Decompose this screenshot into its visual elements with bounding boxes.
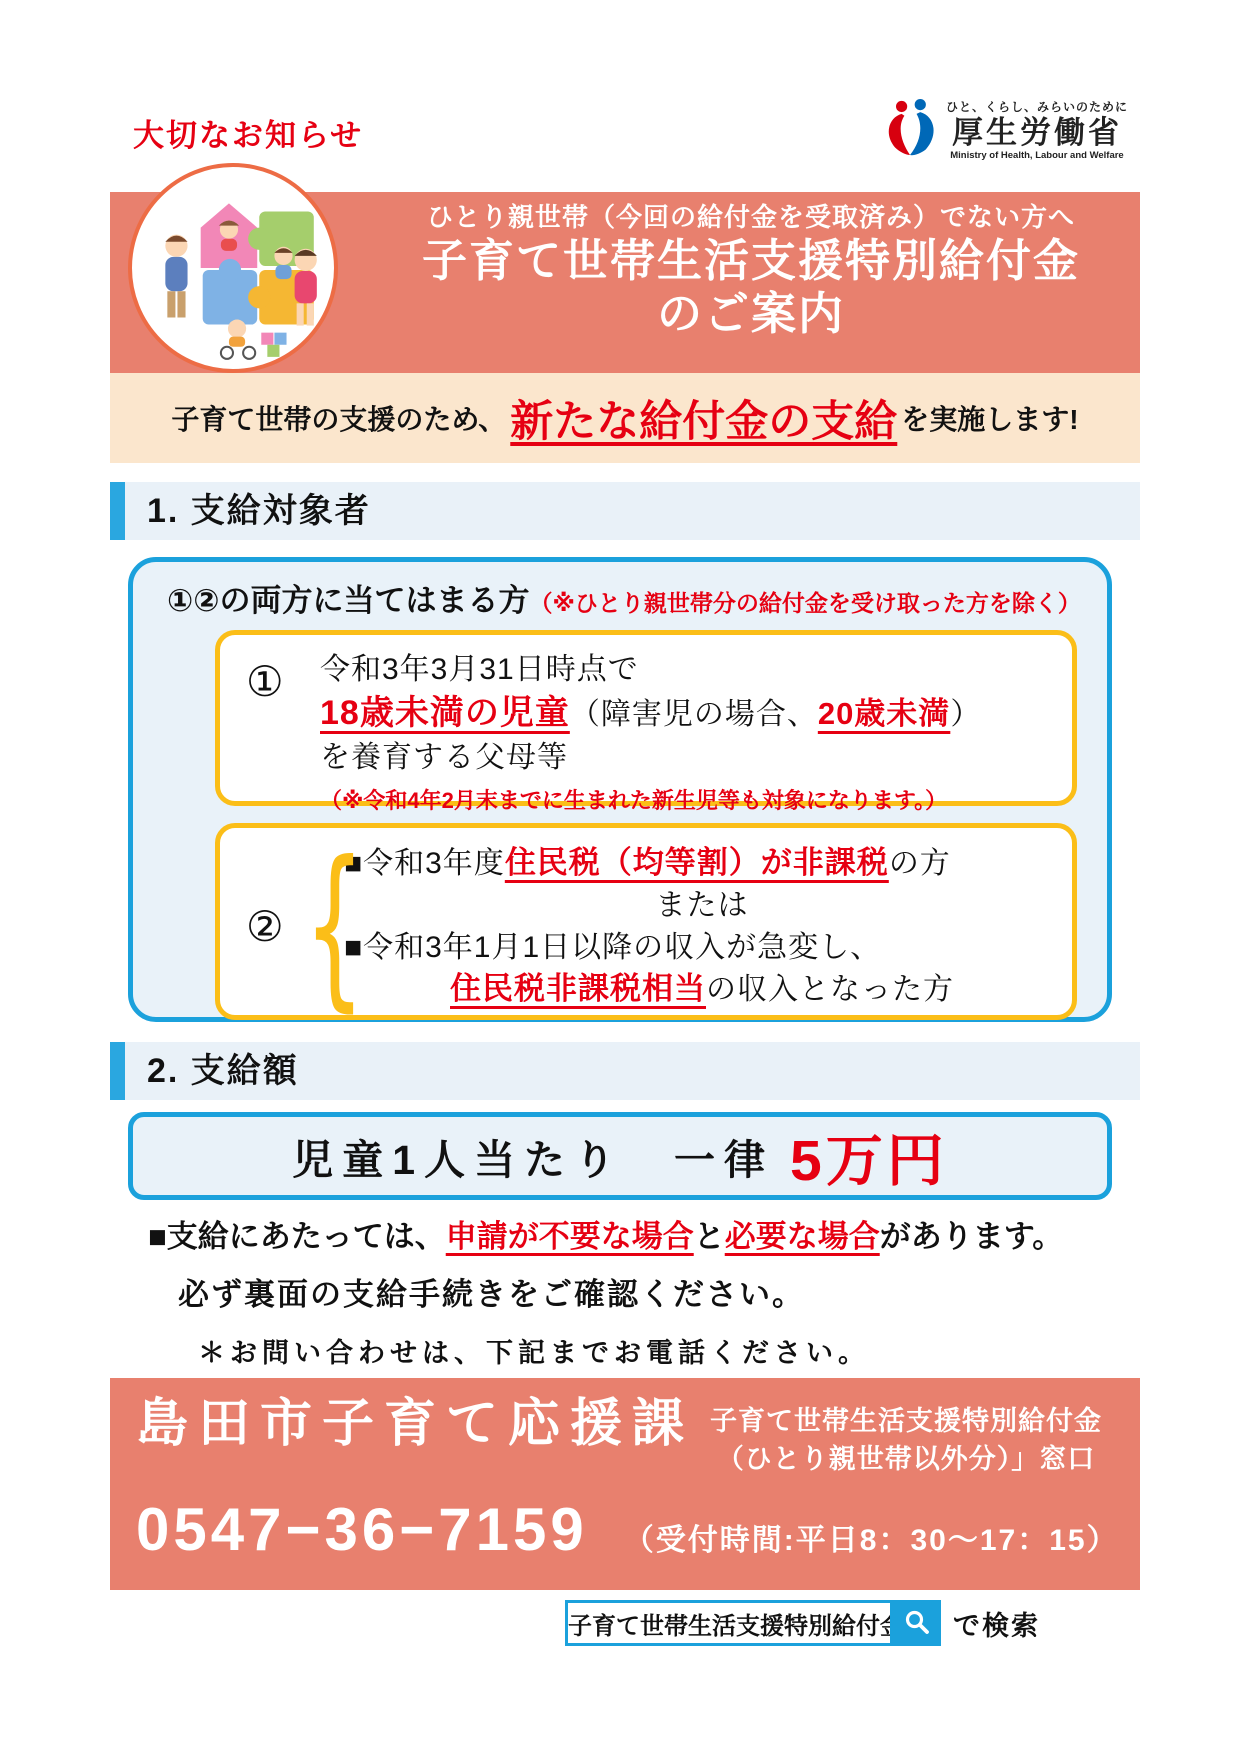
contact-department: 島田市子育て応援課 <box>136 1395 695 1453</box>
contact-row1 <box>136 1396 1114 1479</box>
search-input[interactable] <box>565 1600 893 1646</box>
condition1-line3: を養育する父母等 <box>320 741 568 775</box>
amount-box <box>128 1112 1112 1200</box>
condition1-line1: 令和3年3月31日時点で <box>320 653 639 686</box>
search-widget <box>565 1600 1040 1646</box>
notes-line1 <box>148 1211 1114 1256</box>
condition1-box <box>215 630 1077 813</box>
contact-desc-line1: 子育て世帯生活支援特別給付金 <box>710 1406 1103 1436</box>
banner-title-line1: 子育て世帯生活支援特別給付金 <box>421 235 1080 286</box>
condition2-number: ② <box>246 903 284 950</box>
banner-subtitle: ひとり親世帯（今回の給付金を受取済み）でない方へ <box>426 202 1075 232</box>
notes-line3: ＊お問い合わせは、下記までお電話ください。 <box>198 1338 870 1368</box>
condition1-age-red: 18歳未満の児童 <box>320 694 570 733</box>
eligibility-header-note: （※ひとり親世帯分の給付金を受け取った方を除く） <box>529 590 1081 616</box>
important-notice-label: 大切なお知らせ <box>133 118 364 153</box>
search-icon <box>904 1609 930 1638</box>
intro-highlight: 新たな給付金の支給 <box>510 397 898 446</box>
condition1-paren-open: （障害児の場合、 <box>569 698 818 732</box>
mhlw-name: 厚生労働省 <box>951 114 1122 150</box>
condition2-l4-red: 住民税非課税相当 <box>450 970 706 1006</box>
condition2-l1-red: 住民税（均等割）が非課税 <box>504 845 889 881</box>
section2-heading: 2. 支給額 <box>110 1042 1140 1100</box>
condition2-l1-black2: の方 <box>888 847 951 881</box>
notes-block <box>148 1211 1114 1370</box>
contact-phone: 0547−36−7159 <box>136 1495 588 1563</box>
eligibility-box-header <box>167 575 1107 620</box>
amount-label: 児童1人当たり 一律 <box>292 1136 775 1183</box>
condition1-note: （※令和4年2月末までに生まれた新生児等も対象になります。） <box>320 787 948 813</box>
mhlw-logo-icon <box>882 96 938 163</box>
notes-l1-red2: 必要な場合 <box>724 1219 880 1254</box>
condition1-paren-close: ） <box>950 698 982 732</box>
condition2-line1 <box>344 842 1060 885</box>
notes-l1-red1: 申請が不要な場合 <box>445 1219 694 1254</box>
contact-row2 <box>136 1495 1119 1564</box>
condition2-line3: ■令和3年1月1日以降の収入が急変し、 <box>344 930 882 964</box>
family-puzzle-illustration <box>128 163 338 373</box>
banner-text <box>362 192 1140 340</box>
notes-l1-black3: があります。 <box>879 1219 1064 1254</box>
condition2-text <box>338 842 1060 1010</box>
contact-hours: （受付時間:平日8：30～17：15） <box>623 1523 1119 1557</box>
banner-title-line2: のご案内 <box>656 288 845 340</box>
condition2-l4-black: の収入となった方 <box>706 972 954 1006</box>
notes-l1-black2: と <box>693 1219 725 1254</box>
eligibility-box <box>128 557 1112 1028</box>
condition1-line2 <box>320 690 981 737</box>
condition2-box <box>215 823 1077 1028</box>
intro-suffix: を実施します! <box>901 404 1079 435</box>
title-banner <box>110 192 1140 373</box>
search-suffix-label: で検索 <box>953 1610 1040 1641</box>
condition1-text <box>320 649 982 813</box>
condition2-line4 <box>344 968 1060 1011</box>
section1-heading: 1. 支給対象者 <box>110 482 1140 540</box>
mhlw-name-en: Ministry of Health, Labour and Welfare <box>950 150 1124 162</box>
contact-desc-line2: （ひとり親世帯以外分）」窓口 <box>716 1443 1096 1474</box>
mhlw-logo-text <box>946 98 1128 162</box>
condition1-number: ① <box>246 658 284 705</box>
mhlw-logo <box>882 96 1128 163</box>
notes-l1-black1: ■支給にあたっては、 <box>148 1219 446 1254</box>
search-button[interactable] <box>893 1600 941 1646</box>
condition2-line2: または <box>655 889 749 923</box>
brace-decoration: { <box>303 824 366 1028</box>
mhlw-tagline: ひと、くらし、みらいのために <box>945 99 1128 114</box>
contact-description <box>710 1396 1102 1479</box>
intro-band <box>110 373 1140 463</box>
amount-value: 5万円 <box>790 1129 948 1193</box>
condition2-l1-black1: ■令和3年度 <box>344 847 505 881</box>
contact-box <box>110 1378 1140 1590</box>
eligibility-header-main: ①②の両方に当てはまる方 <box>167 583 530 618</box>
intro-prefix: 子育て世帯の支援のため、 <box>171 404 507 435</box>
condition1-age-red2: 20歳未満 <box>817 696 951 732</box>
notes-line2: 必ず裏面の支給手続きをご確認ください。 <box>178 1277 805 1312</box>
